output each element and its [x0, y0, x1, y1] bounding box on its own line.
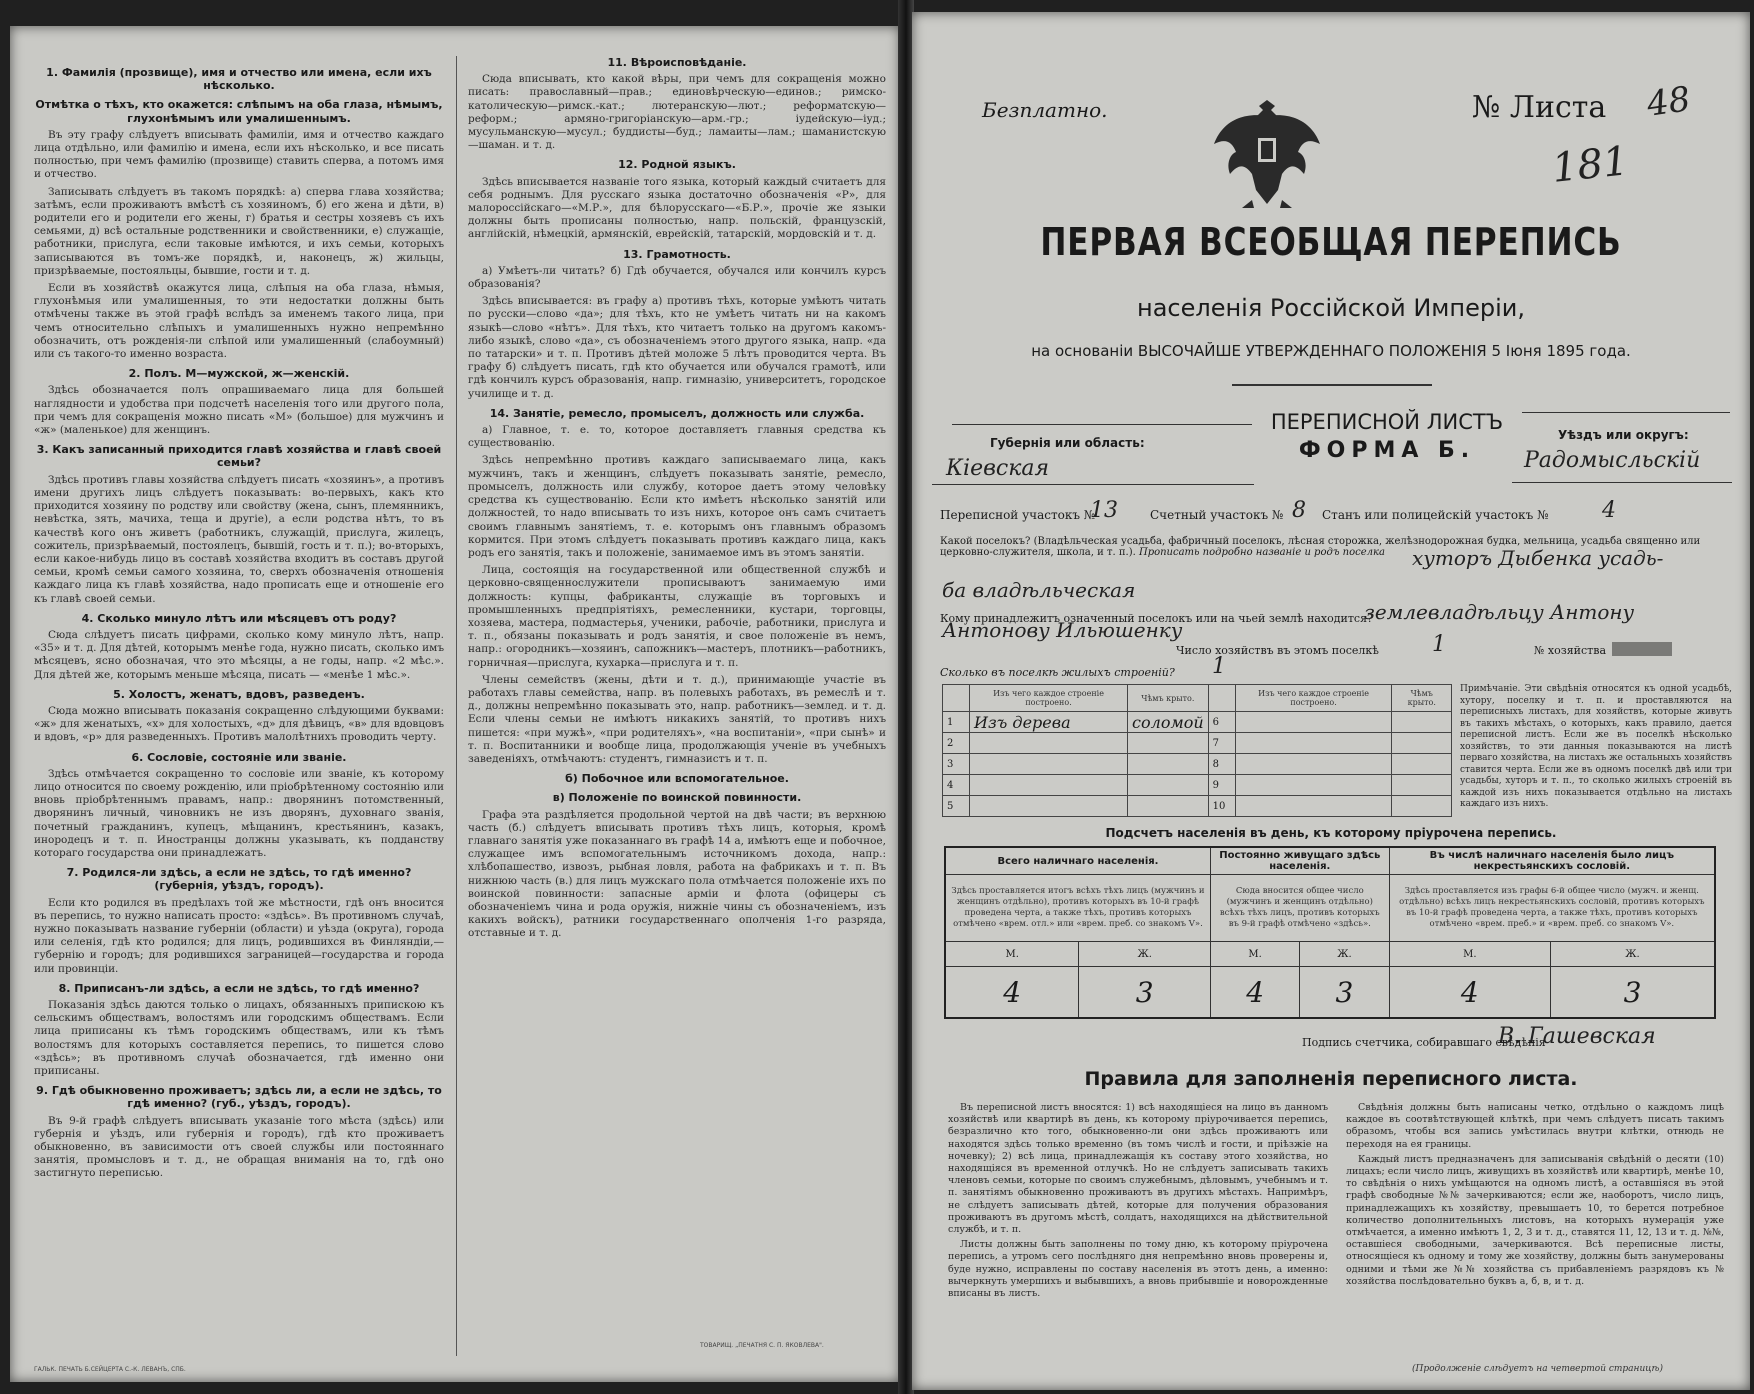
paragraph: Въ эту графу слѣдуетъ вписывать фамиліи, имя и отчество каждаго лица отдѣльно, или фамилію и имена, если ихъ нѣсколько, и все писать полностью, при чемъ фамилію (прозвище) ставить сперва, а потомъ имя и отчество.: [34, 128, 444, 181]
roofed-with: [1392, 712, 1452, 733]
built-of: [1235, 775, 1392, 796]
owner-value-line-2: Антонову Ильюшенку: [942, 618, 1183, 642]
built-of: [970, 796, 1128, 817]
signature-value: В. Гашевская: [1498, 1024, 1656, 1049]
paragraph: Здѣсь вписывается названіе того языка, который каждый считаетъ для себя роднымъ. Для русскаго языка достаточно обозначенія «Р», для малороссійскаго—«М.Р.», для бѣлорусскаго—«Б.Р.», прочіе же языки должны быть прописаны полностью, напр. польскій, французскій, англійскій, нѣмецкій, армянскій, еврейскій, татарскій, мордовскій и т. д.: [468, 175, 886, 241]
table-row: [943, 796, 1452, 817]
roofed-with: [1392, 754, 1452, 775]
section-heading: 4. Сколько минуло лѣтъ или мѣсяцевъ отъ роду?: [81, 611, 397, 625]
male-count: 4: [1389, 967, 1550, 1019]
row-number: 2: [943, 733, 970, 754]
rule-paragraph: Листы должны быть заполнены по тому дню, къ которому пріурочена перепись, а утромъ сего послѣдняго дня непремѣнно вновь проверены и, буде нужно, исправлены по составу населенія въ этотъ день, а именно: вычеркнуть умершихъ и выбывшихъ, а вновь прибывшіе и новорожденные вписаны въ листъ.: [948, 1239, 1328, 1300]
free-of-charge-label: Безплатно.: [982, 98, 1108, 122]
male-count: 4: [945, 967, 1079, 1019]
table-row: [943, 754, 1452, 775]
section-heading: 8. Приписанъ-ли здѣсь, а если не здѣсь, то гдѣ именно?: [58, 981, 420, 995]
buildings-table: [942, 684, 1452, 817]
female-label: Ж.: [1300, 942, 1389, 967]
row-number: 5: [943, 796, 970, 817]
roofed-with: [1392, 796, 1452, 817]
form-type-title: [1252, 408, 1522, 465]
paragraph: Въ 9-й графѣ слѣдуетъ вписывать указаніе того мѣста (здѣсь) или губернія и уѣздъ, или губернія и городъ), гдѣ кто проживаетъ обыкновенно, въ зависимости отъ своей службы или постояннаго занятія, промысловъ и т. д., не обращая вниманія на то, гдѣ оно застигнуто переписью.: [34, 1114, 444, 1180]
imperial-eagle-emblem: [1212, 82, 1322, 212]
male-label: М.: [945, 942, 1079, 967]
row-number: 6: [1208, 712, 1235, 733]
paragraph: Здѣсь вписывается: въ графу а) противъ тѣхъ, которые умѣютъ читать по русски—слово «да»; для тѣхъ, кто не умѣетъ читать ни на какомъ языкѣ—слово «нѣтъ». Для тѣхъ, кто читаетъ только на другомъ какомъ-либо языкѣ, слово «да», съ обозначеніемъ этого другого языка, напр. «да по татарски» и т. п. Противъ дѣтей моложе 5 лѣтъ проводится черта. Въ графу б) слѣдуетъ писать, гдѣ кто обучается или обучался грамотѣ, или гдѣ кончилъ курсъ образованія, напр. гимназію, университетъ, городское училище и т. д.: [468, 295, 886, 400]
built-of: Изъ дерева: [970, 712, 1128, 733]
district-value: Радомысльскій: [1524, 448, 1701, 473]
row-number: 9: [1208, 775, 1235, 796]
left-page-instructions: [10, 26, 900, 1382]
printer-mark-left: ГАЛЬК. ПЕЧАТЬ Б.СЕЙЦЕРТА С.-К. ЛЕВАНЪ, СПБ.: [34, 1366, 186, 1373]
title-underline: [1232, 384, 1432, 386]
district-box-top: [1522, 412, 1730, 413]
settlement-hint: (Владѣльческая усадьба, фабричный поселокъ, лѣсная сторожка, желѣзнодорожная будка, мельница, усадьба священно или церковно-служителя, школа, и т. п.).: [940, 536, 1701, 558]
section-heading: 2. Полъ. М—мужской, ж—женскій.: [128, 367, 350, 381]
settlement-value-line-2: ба владѣльческая: [942, 578, 1136, 602]
pop-column-description: Здѣсь проставляется итогъ всѣхъ тѣхъ лицъ (мужчинъ и женщинъ отдѣльно), противъ которыхъ въ 10-й графѣ проведена черта, а также тѣхъ, противъ которыхъ отмѣчено «врем. отл.» или «врем. преб. со знакомъ V».: [945, 875, 1210, 942]
paragraph: Показанія здѣсь даются только о лицахъ, обязанныхъ припискою къ сельскимъ обществамъ, волостямъ или городскимъ обществамъ. Если лица приписаны къ тѣмъ городскимъ обществамъ, или къ тѣмъ волостямъ для которыхъ составляется перепись, то пишется слово «здѣсь»; въ противномъ случаѣ обозначается, гдѣ именно они приписаны.: [34, 999, 444, 1078]
sheet-number-value: 48: [1644, 79, 1693, 125]
paragraph: а) Главное, т. е. то, которое доставляетъ главныя средства къ существованію.: [468, 424, 886, 450]
section-heading: 11. Вѣроисповѣданіе.: [607, 56, 747, 69]
male-label: М.: [1210, 942, 1299, 967]
form-type-line-2: ФОРМА Б.: [1298, 438, 1476, 463]
instructions-column-1: [34, 60, 444, 1370]
row-number: 7: [1208, 733, 1235, 754]
sheet-number-label: № Листа: [1472, 90, 1607, 125]
police-area-label: Станъ или полицейскій участокъ №: [1322, 508, 1549, 522]
right-page-census-form: [912, 12, 1750, 1390]
built-of: [970, 775, 1128, 796]
bldg-head-roof: Чѣмъ крыто.: [1128, 685, 1209, 712]
printer-mark-right: ТОВАРИЩ. „ПЕЧАТНЯ С. П. ЯКОВЛЕВА".: [700, 1342, 824, 1349]
households-label: Число хозяйствъ въ этомъ поселкѣ: [1176, 644, 1379, 657]
population-count-title: Подсчетъ населенія въ день, къ которому пріурочена перепись.: [1105, 826, 1557, 840]
police-area-value: 4: [1602, 498, 1616, 523]
rule-paragraph: Каждый листъ предназначенъ для записыванія свѣдѣній о десяти (10) лицахъ; если число лицъ, живущихъ въ хозяйствѣ или квартирѣ, менѣе 10, то свѣдѣнія о нихъ умѣщаются на одномъ листѣ, а оставшіяся въ этой графѣ свободные №№ зачеркиваются; если же, наоборотъ, число лицъ, принадлежащихъ къ хозяйству, превышаетъ 10, то берется потребное количество дополнительныхъ листовъ, на которыхъ нумерація уже отмѣчается, а именно имѣютъ 1, 2, 3 и т. д., ставятся 11, 12, 13 и т. д. №№, оставшіеся свободными, зачеркиваются. Всѣ переписные листы, относящіеся къ одному и тому же хозяйству, должны быть занумерованы одними и тѣми же №№ хозяйства съ прибавленіемъ разрядовъ къ № хозяйства послѣдовательно буквъ а, б, в, и т. д.: [1346, 1153, 1724, 1287]
paragraph: Здѣсь отмѣчается сокращенно то сословіе или званіе, къ которому лицо относится по своему рожденію, или пріобрѣтенному состоянію или вновь пріобрѣтеннымъ правамъ, напр.: дворянинъ потомственный, дворянинъ личный, чиновникъ не изъ дворянъ, духовнаго званія, почетный гражданинъ, купецъ, мѣщанинъ, крестьянинъ, казакъ, инородецъ и т. п. Иностранцы должны указывать, къ подданству котораго государства они принадлежатъ.: [34, 767, 444, 859]
built-of: [1235, 712, 1392, 733]
section-heading: 7. Родился-ли здѣсь, а если не здѣсь, то гдѣ именно? (губернія, уѣздъ, городъ).: [66, 866, 412, 893]
owner-question: Кому принадлежитъ означенный поселокъ или на чьей землѣ находится?: [940, 612, 1373, 625]
built-of: [970, 733, 1128, 754]
row-number: 4: [943, 775, 970, 796]
owner-value-line-1: землевладѣльцу Антону: [1364, 600, 1635, 624]
section-heading: 5. Холостъ, женатъ, вдовъ, разведенъ.: [113, 687, 365, 701]
section-heading: 12. Родной языкъ.: [618, 158, 736, 172]
section-heading: б) Побочное или вспомогательное.: [565, 772, 789, 786]
buildings-question: Сколько въ поселкѣ жилыхъ строеній?: [940, 666, 1175, 679]
roofed-with: [1392, 733, 1452, 754]
paragraph: Сюда вписывать, кто какой вѣры, при чемъ для сокращенія можно писать: православный—прав.; единовѣрческую—единов.; римско-католическую—римск.-кат.; лютеранскую—лют.; реформатскую—реформ.; армяно-григоріанскую—арм.-гр.; іудейскую—іуд.; мусульманскую—мусул.; буддисты—буд.; ламаиты—лам.; шаманистскую—шаман. и т. д.: [468, 73, 886, 152]
row-number: 10: [1208, 796, 1235, 817]
table-row: [943, 775, 1452, 796]
section-heading: 14. Занятіе, ремесло, промыселъ, должность или служба.: [489, 406, 865, 420]
paragraph: Записывать слѣдуетъ въ такомъ порядкѣ: а) сперва глава хозяйства; затѣмъ, если проживаютъ вмѣстѣ съ хозяиномъ, б) его жена и дѣти, в) родители его и родители его жены, г) братья и сестры хозяевъ съ ихъ семьями, д) всѣ остальные родственники и свойственники, е) служащіе, работники, прислуга, если таковые имѣются, и ихъ семьи, которыхъ записываются въ томъ-же порядкѣ, и, наконецъ, ж) жильцы, призрѣваемые, постояльцы, бывшие, гости и т. д.: [34, 185, 444, 277]
continued-note: (Продолженіе слѣдуетъ на четвертой страницѣ): [1412, 1364, 1664, 1374]
built-of: [1235, 754, 1392, 775]
table-row: [943, 712, 1452, 733]
paragraph: Здѣсь непремѣнно противъ каждаго записываемаго лица, какъ мужчинъ, такъ и женщинъ, слѣдуетъ показывать занятіе, ремесло, промыселъ, должность или службу, которое даетъ этому человѣку средства къ существованію. Если кто имѣетъ нѣсколько занятій или должностей, то надо вписывать то изъ нихъ, которое онъ самъ считаетъ своимъ главнымъ занятіемъ, т. е. которымъ онъ главнымъ образомъ кормится. При этомъ слѣдуетъ показывать противъ каждаго лица, какъ родъ его занятія, такъ и положеніе, занимаемое имъ въ этомъ занятіи.: [468, 454, 886, 559]
roofed-with: [1128, 733, 1209, 754]
rule-paragraph: Въ переписной листъ вносятся: 1) всѣ находящіеся на лицо въ данномъ хозяйствѣ или квартирѣ въ день, къ которому пріурочивается перепись, безразлично кто того, обыкновенно-ли они здѣсь проживаютъ или находятся здѣсь только временно (въ томъ числѣ и гости, и пріѣзжіе на ночевку); 2) всѣ лица, принадлежащія къ составу этого хозяйства, но находящіяся въ временной отлучкѣ. Но не слѣдуетъ записывать такихъ членовъ семьи, которые по своимъ служебнымъ, дѣловымъ, учебнымъ и т. п. занятіямъ обыкновенно проживаютъ въ другихъ мѣстахъ. Напримѣръ, не слѣдуетъ записывать дѣтей, которые для получения образования проживаютъ въ другомъ мѣстѣ, солдатъ, находящихся на дѣйствительной службѣ, и т. п.: [948, 1102, 1328, 1236]
paragraph: Лица, состоящія на государственной или общественной службѣ и церковно-священнослужители прописываютъ занимаемую ими должность: купцы, фабриканты, служащіе въ торговыхъ и промышленныхъ предпріятіяхъ, ремесленники, кустари, торговцы, хозяева, мастера, подмастерья, ученики, рабочіе, работники, прислуга и т. п., обязаны показывать и родъ занятія, и свое положеніе въ немъ, напр.: огородникъ—хозяинъ, сапожникъ—мастеръ, плотникъ—работникъ, горничная—прислуга, кухарка—прислуга и т. п.: [468, 564, 886, 669]
rules-column-1: [948, 1102, 1328, 1303]
row-number: 8: [1208, 754, 1235, 775]
section-heading: 13. Грамотность.: [623, 247, 731, 261]
rule-paragraph: Свѣдѣнія должны быть написаны четко, отдѣльно о каждомъ лицѣ каждое въ соотвѣтствующей клѣткѣ, при чемъ слѣдуетъ писать такимъ образомъ, чтобы вся запись умѣстилась внутри клѣтки, отнюдь не переходя на ея границы.: [1346, 1102, 1724, 1150]
district-box-bottom: [1512, 482, 1732, 483]
built-of: [970, 754, 1128, 775]
household-number-label: № хозяйства: [1534, 644, 1606, 657]
roofed-with: [1128, 754, 1209, 775]
paragraph: Члены семействъ (жены, дѣти и т. д.), принимающіе участіе въ работахъ главы семейства, напр. въ полевыхъ работахъ, въ ремеслѣ и т. д., должны непремѣнно показывать это, напр. работникъ—землед. и т. д. Если члены семьи не имѣютъ никакихъ занятій, то противъ нихъ пишется: «при мужѣ», «при родителяхъ», «на воспитаніи», «при сынѣ» и т. п. Воспитанники и вообще лица, продолжающія ученіе въ учебныхъ заведеніяхъ, отмѣчаютъ: студентъ, гимназистъ и т. п.: [468, 673, 886, 765]
paragraph: Сюда можно вписывать показанія сокращенно слѣдующими буквами: «ж» для женатыхъ, «х» для холостыхъ, «д» для дѣвицъ, «в» для вдовцовъ и вдовъ, «р» для разведенныхъ. Противъ малолѣтнихъ проводить черту.: [34, 704, 444, 744]
paragraph: Если въ хозяйствѣ окажутся лица, слѣпыя на оба глаза, нѣмыя, глухонѣмыя или умалишенныя, то эти недостатки должны быть отмѣчены также въ этой графѣ вслѣдъ за именемъ такого лица, при чемъ относительно слѣпыхъ и умалишенныхъ нужно непремѣнно обозначить, отъ рожденія-ли слѣпой или умалишенный (слабоумный) или съ такого-то именно возраста.: [34, 282, 444, 361]
bldg-head-roof-2: Чѣмъ крыто.: [1392, 685, 1452, 712]
form-type-line-1: ПЕРЕПИСНОЙ ЛИСТЪ: [1270, 410, 1504, 434]
count-area-label: Счетный участокъ №: [1150, 508, 1284, 522]
male-count: 4: [1210, 967, 1299, 1019]
buildings-note: Примѣчаніе. Эти свѣдѣнія относятся къ одной усадьбѣ, хутору, поселку и т. п. и проставляются на переписныхъ листахъ, для хозяйствъ, которые живутъ въ такихъ мѣстахъ, о которыхъ, какъ правило, дается переписной листъ. Если же въ поселкѣ нѣсколько хозяйствъ, то эти данныя показываются на листѣ перваго хозяйства, на листахъ же остальныхъ хозяйствъ ставится черта. Если же въ одномъ поселкѣ двѣ или три усадьбы, хуторъ и т. п., то сколько жилыхъ строеній въ каждой изъ нихъ показывается отдѣльно на листахъ каждаго изъ нихъ.: [1460, 684, 1732, 809]
province-value: Кіевская: [946, 456, 1050, 481]
paragraph: Здѣсь обозначается полъ опрашиваемаго лица для большей наглядности и удобства при подсчетѣ населенія того или другого пола, при чемъ для сокращенія можно писать «М» (большое) для мужчинъ и «ж» (маленькое) для женщинъ.: [34, 384, 444, 437]
row-number: 1: [943, 712, 970, 733]
province-box-bottom: [932, 484, 1254, 485]
form-main-title: ПЕРВАЯ ВСЕОБЩАЯ ПЕРЕПИСЬ: [1040, 220, 1622, 264]
sheet-number-handwritten: 181: [1549, 138, 1631, 192]
female-count: 3: [1551, 967, 1715, 1019]
paragraph: Графа эта раздѣляется продольной чертой на двѣ части; въ верхнюю часть (б.) слѣдуетъ вписывать противъ тѣхъ лицъ, которыя, кромѣ главнаго занятія уже показаннаго въ графѣ 14 а, имѣютъ еще и побочное, служащее имъ вспомогательнымъ источникомъ дохода, напр.: хлѣбопашество, извозъ, рыбная ловля, работа на фабрикахъ и т. п. Въ нижнюю часть (в.) для лицъ мужскаго пола отмѣчается положеніе ихъ по воинской повинности: запасные армiи и флота (офицеры съ обозначеніемъ чина и рода оружія, нижніе чины съ обозначеніемъ, изъ какихъ войскъ), ратники государственнаго ополченія 1-го разряда, отставные и т. д.: [468, 808, 886, 940]
buildings-value: 1: [1212, 654, 1226, 679]
count-area-value: 8: [1292, 498, 1306, 523]
section-heading: 9. Гдѣ обыкновенно проживаетъ; здѣсь ли, а если не здѣсь, то гдѣ именно? (губ., уѣздъ, городъ).: [36, 1084, 442, 1111]
province-label: Губернія или область:: [990, 436, 1145, 450]
households-value: 1: [1432, 632, 1446, 657]
roofed-with: соломой: [1128, 712, 1209, 733]
section-heading: в) Положеніе по воинской повинности.: [552, 791, 802, 805]
redacted-household-number: [1612, 642, 1672, 656]
row-number: 3: [943, 754, 970, 775]
section-heading: 6. Сословіе, состояніе или званіе.: [131, 750, 347, 764]
pop-column-heading: Постоянно живущаго здѣсь населенія.: [1210, 847, 1389, 875]
paragraph: Здѣсь противъ главы хозяйства слѣдуетъ писать «хозяинъ», а противъ имени другихъ лицъ слѣдуетъ показывать: во-первыхъ, какъ кто приходится хозяину по родству или свойству (жена, сынъ, племянникъ, невѣстка, зять, мачиха, теща и другіе), а если родства нѣтъ, то въ качествѣ кого онъ живетъ (работникъ, служащій, прислуга, жилецъ, сожитель, призрѣваемый, постоялецъ, бывшій, гость и т. п.); во-вторыхъ, если какое-нибудь лицо въ составѣ хозяйства входитъ въ составъ другой семьи, кромѣ семьи самого хозяина, то, сверхъ обозначенія отношенія каждаго лица къ главѣ хозяйства, надо прописать еще и отношеніе его къ главѣ своей семьи.: [34, 473, 444, 605]
paragraph: Если кто родился въ предѣлахъ той же мѣстности, гдѣ онъ вносится въ перепись, то нужно написать просто: «здѣсь». Въ противномъ случаѣ, нужно показывать название губерніи (области) и уѣзда (округа), города или селенія, гдѣ кто родился; для лицъ, родившихся въ Финляндіи,—губернію и городъ; для родившихся заграницей—государства и города или провинціи.: [34, 896, 444, 975]
section-heading: 3. Какъ записанный приходится главѣ хозяйства и главѣ своей семьи?: [36, 443, 442, 470]
bldg-head-built-2: Изъ чего каждое строеніе построено.: [1235, 685, 1392, 712]
roofed-with: [1392, 775, 1452, 796]
settlement-hint-2: Прописать подробно названіе и родъ поселка: [1138, 547, 1385, 558]
pop-column-description: Сюда вносится общее число (мужчинъ и женщинъ отдѣльно) всѣхъ тѣхъ лицъ, противъ которыхъ въ 9-й графѣ отмѣчено «здѣсь».: [1210, 875, 1389, 942]
instructions-column-2: [468, 50, 886, 1370]
roofed-with: [1128, 775, 1209, 796]
female-count: 3: [1079, 967, 1211, 1019]
district-label: Уѣздъ или округъ:: [1558, 428, 1689, 442]
bldg-head-built: Изъ чего каждое строеніе построено.: [970, 685, 1128, 712]
rules-column-2: [1346, 1102, 1724, 1291]
pop-column-description: Здѣсь проставляется изъ графы 6-й общее число (мужч. и женщ. отдѣльно) всѣхъ лицъ некрестьянскихъ сословій, противъ которыхъ въ 10-й графѣ проведена черта, а также тѣхъ, противъ которыхъ отмѣчено «врем. преб.» и «врем. преб. со знакомъ V».: [1389, 875, 1715, 942]
section-heading: 1. Фамилія (прозвище), имя и отчество или имена, если ихъ нѣсколько.: [46, 66, 432, 93]
settlement-value-line-1: хуторъ Дыбенка усадь-: [1412, 546, 1664, 570]
female-label: Ж.: [1551, 942, 1715, 967]
form-subtitle: населенія Россійской Имперіи,: [1137, 294, 1525, 322]
pop-column-heading: Въ числѣ наличнаго населенія было лицъ некрестьянскихъ сословій.: [1389, 847, 1715, 875]
female-label: Ж.: [1079, 942, 1211, 967]
built-of: [1235, 796, 1392, 817]
signature-label: Подпись счетчика, собиравшаго свѣдѣнія: [1302, 1036, 1546, 1049]
paragraph: Сюда слѣдуетъ писать цифрами, сколько кому минуло лѣтъ, напр. «35» и т. д. Для дѣтей, которымъ менѣе года, нужно писать, сколько имъ мѣсяцевъ, ясно обозначая, что это мѣсяцы, а не годы, напр. «2 мѣс.». Для дѣтей же, которымъ меньше мѣсяца, писать — «менѣе 1 мѣс.».: [34, 628, 444, 681]
province-box-top: [952, 424, 1252, 425]
paragraph: а) Умѣетъ-ли читать? б) Гдѣ обучается, обучался или кончилъ курсъ образованія?: [468, 264, 886, 291]
male-label: М.: [1389, 942, 1550, 967]
column-divider: [456, 56, 457, 1356]
census-area-value: 13: [1090, 498, 1118, 523]
settlement-label: Какой поселокъ?: [940, 536, 1031, 547]
female-count: 3: [1300, 967, 1389, 1019]
census-area-label: Переписной участокъ №: [940, 508, 1096, 522]
pop-column-heading: Всего наличнаго населенія.: [945, 847, 1210, 875]
table-row: [943, 733, 1452, 754]
built-of: [1235, 733, 1392, 754]
section-heading: Отмѣтка о тѣхъ, кто окажется: слѣпымъ на оба глаза, нѣмымъ, глухонѣмымъ или умалишеннымъ.: [35, 98, 443, 125]
population-count-table: [944, 846, 1716, 1019]
rules-title: Правила для заполненія переписного листа.: [1084, 1068, 1578, 1090]
form-subtitle-decree: на основаніи ВЫСОЧАЙШЕ УТВЕРЖДЕННАГО ПОЛОЖЕНІЯ 5 Іюня 1895 года.: [1031, 342, 1631, 360]
roofed-with: [1128, 796, 1209, 817]
